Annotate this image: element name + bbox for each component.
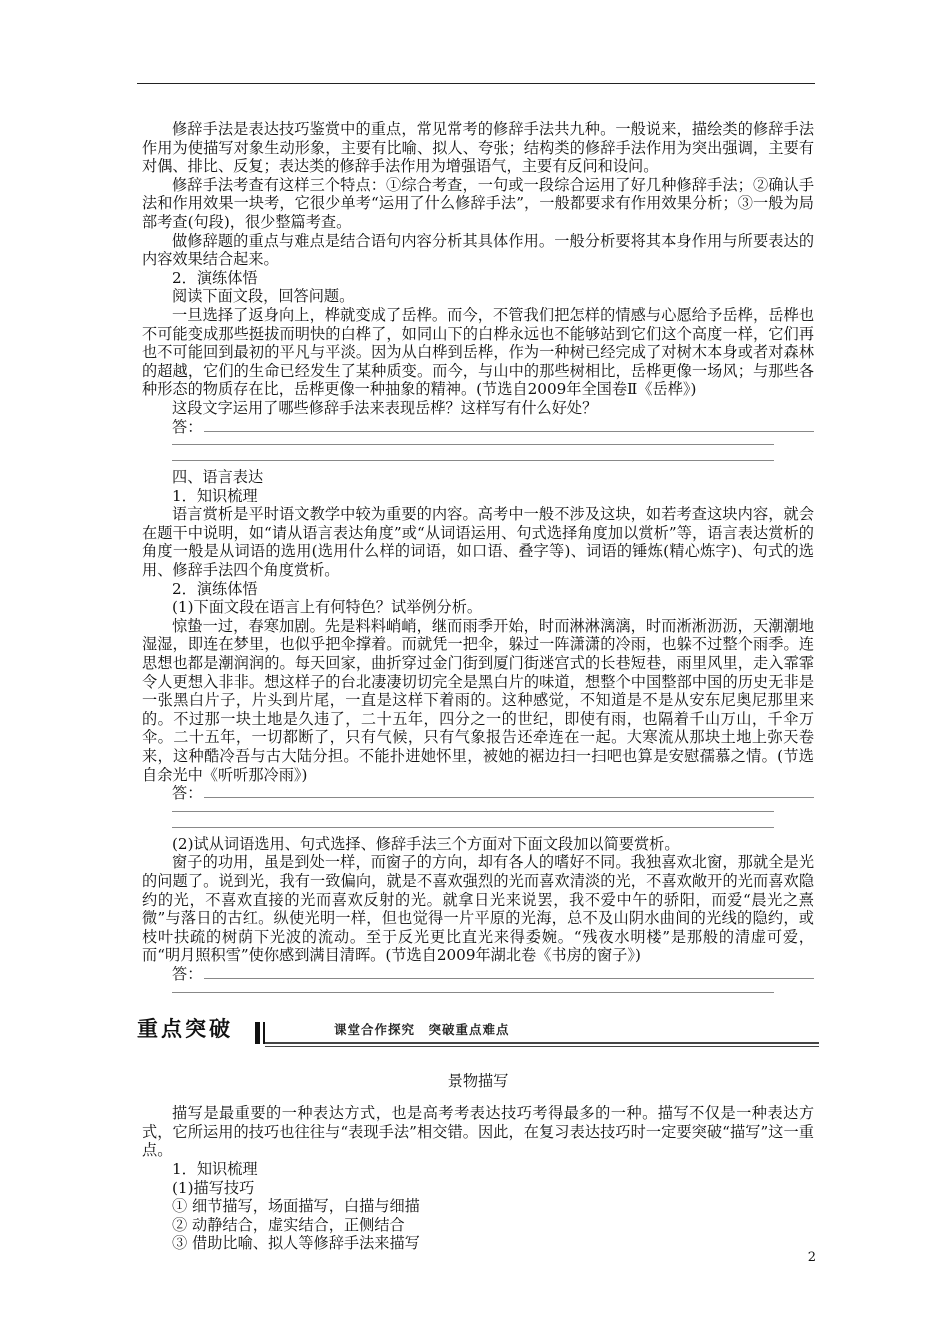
page-body	[137, 120, 814, 1253]
skills-heading: (1)描写技巧	[172, 1178, 255, 1197]
list-item: ② 动静结合，虚实结合，正侧结合	[172, 1215, 405, 1234]
question-window: (2)试从词语选用、句式选择、修辞手法三个方面对下面文段加以简要赏析。	[172, 834, 680, 853]
passage-cold-rain: 惊蛰一过，春寒加剧。先是料料峭峭，继而雨季开始，时而淋淋漓漓，时而淅淅沥沥，天潮潮地湿湿，即连在梦里，也似乎把伞撑着。而就凭一把伞，躲过一阵潇潇的冷雨，也躲不过整个雨季。连思想也都是潮润润的。每天回家，曲折穿过金门街到厦门街迷宫式的长巷短巷，雨里风里，走入霏霏令人更想入非非。想这样子的台北凄凄切切完全是黑白片的味道，想整个中国整部中国的历史无非是一张黑白片子，片头到片尾，一直是这样下着雨的。这种感觉，不知道是不是从安东尼奥尼那里来的。不过那一块土地是久违了，二十五年，四分之一的世纪，即使有雨，也隔着千山万山，千伞万伞。二十五年，一切都断了，只有气候，只有气象报告还牵连在一起。大寒流从那块土地上弥天卷来，这种酷冷吾与古大陆分担。不能扑进她怀里，被她的裾边扫一扫吧也算是安慰孺慕之情。(节选自余光中《听听那冷雨》)	[142, 616, 814, 784]
answer-line[interactable]	[142, 784, 814, 803]
banner-tag: 重点突破	[137, 1016, 233, 1041]
reading-instruction: 阅读下面文段，回答问题。	[172, 287, 355, 306]
language-appreciation: 语言赏析是平时语文教学中较为重要的内容。高考中一般不涉及这块，如若考查这块内容，就会在题干中说明，如“请从语言表达角度”或“从词语运用、句式选择角度加以赏析”等，语言表达赏析的角度一般是从词语的选用(选用什么样的词语，如口语、叠字等)、词语的锤炼(精心炼字)、句式的选用、修辞手法四个角度赏析。	[142, 505, 814, 580]
answer-blank-line[interactable]	[142, 984, 814, 1000]
answer-label: 答：	[172, 417, 203, 436]
knowledge-heading: 1．知识梳理	[172, 1159, 258, 1178]
answer-line[interactable]	[142, 965, 814, 984]
rhetoric-key-point: 做修辞题的重点与难点是结合语句内容分析其具体作用。一般分析要将其本身作用与所要表达的内容效果结合起来。	[142, 231, 814, 269]
answer-label: 答：	[172, 964, 203, 983]
answer-blank-line[interactable]	[142, 436, 814, 452]
banner-subtitle: 课堂合作探究 突破重点难点	[334, 1021, 510, 1037]
section-heading: 四、语言表达	[172, 468, 264, 487]
passage-window: 窗子的功用，虽是到处一样，而窗子的方向，却有各人的嗜好不同。我独喜欢北窗，那就全是光的问题了。说到光，我有一致偏向，就是不喜欢强烈的光而喜欢清淡的光，不喜欢敞开的光而喜欢隐约的光，不喜欢直接的光而喜欢反射的光。就拿日光来说罢，我不爱中午的骄阳，而爱“晨光之熹微”与落日的古红。纵使光明一样，但也觉得一片平原的光海，总不及山阴水曲间的光线的隐约，或枝叶扶疏的树荫下光波的流动。至于反光更比直光来得委婉。“残夜水明楼”是那般的清虚可爱，而“明月照积雪”使你感到满目清晖。(节选自2009年湖北卷《书房的窗子》)	[142, 853, 814, 965]
practice-heading: 2．演练体悟	[172, 268, 258, 287]
answer-line[interactable]	[142, 418, 814, 437]
question-yuehua: 这段文字运用了哪些修辞手法来表现岳桦？这样写有什么好处？	[172, 398, 598, 417]
answer-blank-line[interactable]	[142, 803, 814, 819]
question-language: (1)下面文段在语言上有何特色？试举例分析。	[172, 598, 483, 617]
answer-label: 答：	[172, 784, 203, 803]
section-banner	[137, 1016, 814, 1056]
answer-blank-line[interactable]	[142, 819, 814, 835]
knowledge-heading: 1．知识梳理	[172, 486, 258, 505]
rhetoric-intro: 修辞手法是表达技巧鉴赏中的重点，常见常考的修辞手法共九种。一般说来，描绘类的修辞手法作用为使描写对象生动形象，主要有比喻、拟人、夸张；结构类的修辞手法作用为突出强调，主要有对偶、排比、反复；表达类的修辞手法作用为增强语气，主要有反问和设问。	[142, 120, 814, 176]
page-number: 2	[807, 1250, 816, 1265]
list-item: ③ 借助比喻、拟人等修辞手法来描写	[172, 1234, 420, 1253]
answer-underline	[204, 978, 814, 979]
section-title: 景物描写	[447, 1071, 509, 1090]
practice-heading: 2．演练体悟	[172, 579, 258, 598]
answer-underline	[204, 431, 814, 432]
answer-blank-line[interactable]	[142, 452, 814, 468]
description-intro: 描写是最重要的一种表达方式，也是高考考表达技巧考得最多的一种。描写不仅是一种表达方式，它所运用的技巧也往往与“表现手法”相交错。因此，在复习表达技巧时一定要突破“描写”这一重点。	[142, 1104, 814, 1160]
answer-underline	[204, 797, 814, 798]
list-item: ① 细节描写，场面描写，白描与细描	[172, 1197, 420, 1216]
rhetoric-features: 修辞手法考查有这样三个特点：①综合考查，一句或一段综合运用了好几种修辞手法；②确认手法和作用效果一块考，它很少单考“运用了什么修辞手法”，一般都要求有作用效果分析；③一般为局部考查(句段)，很少整篇考查。	[142, 175, 814, 231]
passage-yuehua: 一旦选择了返身向上，桦就变成了岳桦。而今，不管我们把怎样的情感与心愿给予岳桦，岳桦也不可能变成那些挺拔而明快的白桦了，如同山下的白桦永远也不能够站到它们这个高度一样，它们再也不可能回到最初的平凡与平淡。因为从白桦到岳桦，作为一种树已经完成了对树木本身或者对森林的超越，它们的生命已经发生了某种质变。而今，与山中的那些树相比，岳桦更像一场风；与那些各种形态的物质存在比，岳桦更像一种抽象的精神。(节选自2009年全国卷Ⅱ《岳桦》)	[142, 305, 814, 399]
header-rule	[137, 83, 815, 84]
